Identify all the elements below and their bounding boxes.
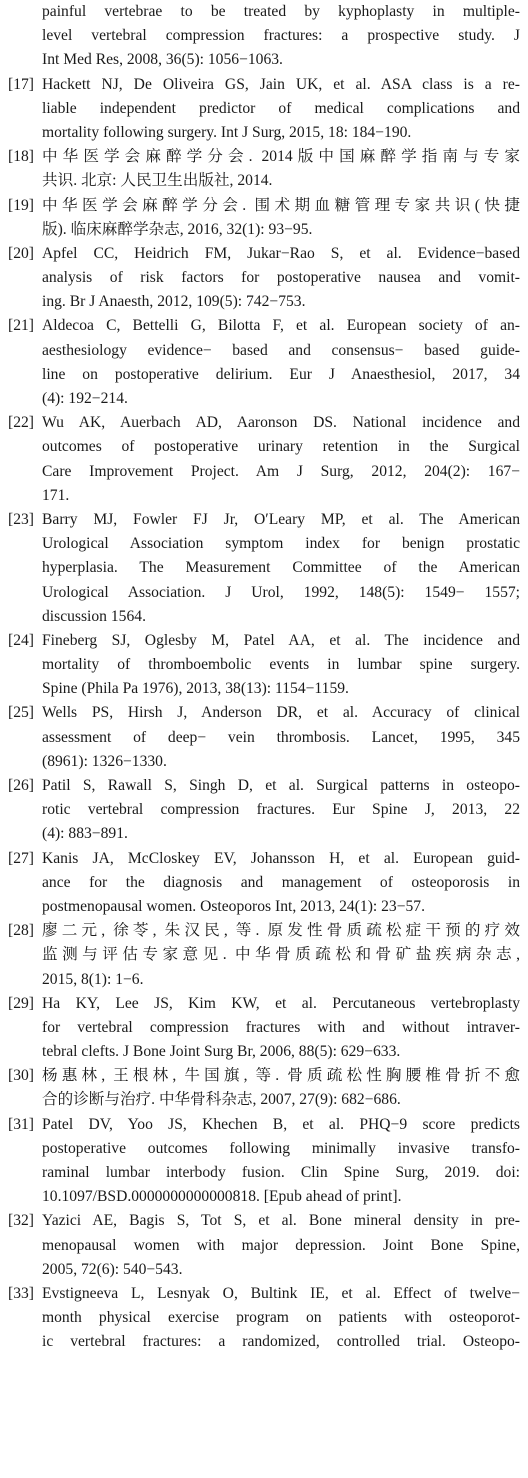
reference-line: [8, 1209, 520, 1233]
reference-number: [19]: [8, 196, 34, 214]
reference-line: [8, 919, 520, 943]
reference-entry: [8, 411, 520, 508]
reference-line: painful vertebrae to be treated by kyphoplasty in multiple-: [42, 3, 520, 20]
reference-line: month physical exercise program on patients with osteoporot-: [42, 1309, 520, 1327]
reference-text: 廖二元, 徐苓, 朱汉民, 等. 原发性骨质疏松症干预的疗效: [42, 922, 520, 940]
reference-number: [31]: [8, 1115, 34, 1133]
reference-number: [29]: [8, 994, 34, 1012]
reference-entry: [8, 774, 520, 847]
reference-number: [24]: [8, 631, 34, 649]
reference-entry: [8, 629, 520, 702]
reference-line: [8, 629, 520, 653]
reference-number: [22]: [8, 414, 34, 432]
reference-number: [32]: [8, 1212, 34, 1230]
reference-line: aesthesiology evidence− based and consensus− based guide-: [42, 341, 520, 359]
reference-text: Patel DV, Yoo JS, Khechen B, et al. PHQ−9 score predicts: [42, 1115, 520, 1133]
reference-entry: [8, 701, 520, 774]
reference-text: 中华医学会麻醉学分会. 2014版中国麻醉学指南与专家: [42, 148, 520, 166]
reference-line: 版). 临床麻醉学杂志, 2016, 32(1): 93−95.: [42, 220, 313, 238]
reference-line: [8, 508, 520, 532]
reference-number: [27]: [8, 849, 34, 867]
reference-line: (8961): 1326−1330.: [42, 752, 167, 770]
reference-line: outcomes of postoperative urinary retention in the Surgical: [42, 438, 520, 456]
reference-entry: [8, 1282, 520, 1355]
reference-line: (4): 192−214.: [42, 390, 128, 407]
reference-line: 2015, 8(1): 1−6.: [42, 970, 144, 988]
reference-line: postmenopausal women. Osteoporos Int, 2013, 24(1): 23−57.: [42, 897, 425, 915]
reference-line: Urological Association symptom index for benign prostatic: [42, 535, 520, 553]
reference-line: 共识. 北京: 人民卫生出版社, 2014.: [42, 172, 273, 190]
reference-number: [33]: [8, 1284, 34, 1302]
reference-number: [26]: [8, 777, 34, 794]
reference-line: [8, 774, 520, 798]
reference-text: Fineberg SJ, Oglesby M, Patel AA, et al. The incidence and: [42, 631, 520, 649]
reference-list: [8, 0, 520, 1355]
reference-number: [18]: [8, 148, 34, 166]
reference-entry: [8, 194, 520, 242]
reference-line: [8, 1113, 520, 1137]
reference-entry: [8, 1209, 520, 1282]
reference-number: [25]: [8, 704, 34, 722]
reference-line: ing. Br J Anaesth, 2012, 109(5): 742−753.: [42, 293, 306, 311]
reference-entry: [8, 508, 520, 629]
reference-line: [8, 145, 520, 169]
reference-line: mortality of thromboembolic events in lumbar spine surgery.: [42, 656, 520, 674]
reference-line: analysis of risk factors for postoperative nausea and vomit-: [42, 269, 520, 287]
reference-line: Urological Association. J Urol, 1992, 148(5): 1549− 1557;: [42, 583, 520, 601]
reference-line: [8, 847, 520, 871]
reference-line: postoperative outcomes following minimally invasive transfo-: [42, 1139, 520, 1157]
reference-line: rotic vertebral compression fractures. Eur Spine J, 2013, 22: [42, 801, 520, 819]
reference-line: Int Med Res, 2008, 36(5): 1056−1063.: [42, 51, 283, 69]
reference-entry: [8, 847, 520, 920]
reference-line: 2005, 72(6): 540−543.: [42, 1260, 183, 1278]
reference-line: tebral clefts. J Bone Joint Surg Br, 2006, 88(5): 629−633.: [42, 1043, 401, 1061]
reference-text: Wu AK, Auerbach AD, Aaronson DS. National incidence and: [42, 414, 520, 432]
reference-number: [23]: [8, 510, 34, 528]
reference-line: [8, 242, 520, 266]
reference-line: Care Improvement Project. Am J Surg, 2012, 204(2): 167−: [42, 462, 520, 480]
reference-text: Apfel CC, Heidrich FM, Jukar−Rao S, et al. Evidence−based: [42, 244, 520, 262]
reference-line: menopausal women with major depression. Joint Bone Spine,: [42, 1236, 520, 1254]
reference-entry: [8, 992, 520, 1065]
reference-line: [8, 1064, 520, 1088]
reference-line: liable independent predictor of medical complications and: [42, 99, 520, 117]
reference-entry: [8, 0, 520, 73]
reference-line: [8, 701, 520, 725]
reference-text: Ha KY, Lee JS, Kim KW, et al. Percutaneous vertebroplasty: [42, 994, 520, 1012]
reference-entry: [8, 145, 520, 193]
reference-text: Kanis JA, McCloskey EV, Johansson H, et al. European guid-: [42, 849, 520, 867]
reference-text: Hackett NJ, De Oliveira GS, Jain UK, et al. ASA class is a re-: [42, 75, 520, 93]
reference-line: raminal lumbar interbody fusion. Clin Spine Surg, 2019. doi:: [42, 1164, 520, 1181]
reference-line: (4): 883−891.: [42, 825, 128, 843]
reference-line: 合的诊断与治疗. 中华骨科杂志, 2007, 27(9): 682−686.: [42, 1091, 401, 1109]
reference-entry: [8, 242, 520, 315]
reference-number: [30]: [8, 1067, 34, 1085]
reference-line: 10.1097/BSD.0000000000000818. [Epub ahead of print].: [42, 1188, 402, 1206]
reference-entry: [8, 314, 520, 411]
reference-text: Wells PS, Hirsh J, Anderson DR, et al. Accuracy of clinical: [42, 704, 520, 722]
reference-number: [28]: [8, 922, 34, 940]
reference-line: 监测与评估专家意见. 中华骨质疏松和骨矿盐疾病杂志,: [42, 946, 520, 964]
reference-line: Spine (Phila Pa 1976), 2013, 38(13): 1154−1159.: [42, 680, 349, 698]
reference-line: [8, 992, 520, 1016]
reference-text: 杨惠林, 王根林, 牛国旗, 等. 骨质疏松性胸腰椎骨折不愈: [42, 1067, 520, 1085]
reference-text: Yazici AE, Bagis S, Tot S, et al. Bone mineral density in pre-: [42, 1212, 520, 1230]
reference-entry: [8, 1113, 520, 1210]
reference-text: Aldecoa C, Bettelli G, Bilotta F, et al. European society of an-: [42, 317, 520, 335]
reference-line: hyperplasia. The Measurement Committee of the American: [42, 559, 520, 577]
reference-number: [17]: [8, 75, 34, 93]
reference-number: [20]: [8, 244, 34, 262]
reference-line: mortality following surgery. Int J Surg, 2015, 18: 184−190.: [42, 123, 412, 141]
reference-line: [8, 194, 520, 218]
reference-line: [8, 73, 520, 97]
reference-line: ic vertebral fractures: a randomized, controlled trial. Osteopo-: [42, 1333, 520, 1351]
reference-text: 中华医学会麻醉学分会. 围术期血糖管理专家共识(快捷: [42, 196, 520, 214]
reference-line: assessment of deep− vein thrombosis. Lancet, 1995, 345: [42, 728, 520, 746]
reference-line: level vertebral compression fractures: a prospective study. J: [42, 27, 520, 45]
reference-entry: [8, 919, 520, 992]
reference-line: 171.: [42, 486, 70, 504]
reference-text: Barry MJ, Fowler FJ Jr, O′Leary MP, et al. The American: [42, 510, 520, 528]
reference-line: for vertebral compression fractures with and without intraver-: [42, 1018, 520, 1036]
reference-line: [8, 314, 520, 338]
reference-text: Patil S, Rawall S, Singh D, et al. Surgical patterns in osteopo-: [42, 777, 520, 794]
reference-entry: [8, 1064, 520, 1112]
reference-entry: [8, 73, 520, 146]
reference-line: ance for the diagnosis and management of osteoporosis in: [42, 873, 520, 891]
reference-line: line on postoperative delirium. Eur J Anaesthesiol, 2017, 34: [42, 365, 520, 383]
reference-line: discussion 1564.: [42, 607, 146, 625]
reference-line: [8, 1282, 520, 1306]
reference-text: Evstigneeva L, Lesnyak O, Bultink IE, et al. Effect of twelve−: [42, 1284, 520, 1302]
reference-line: [8, 411, 520, 435]
reference-number: [21]: [8, 317, 34, 335]
